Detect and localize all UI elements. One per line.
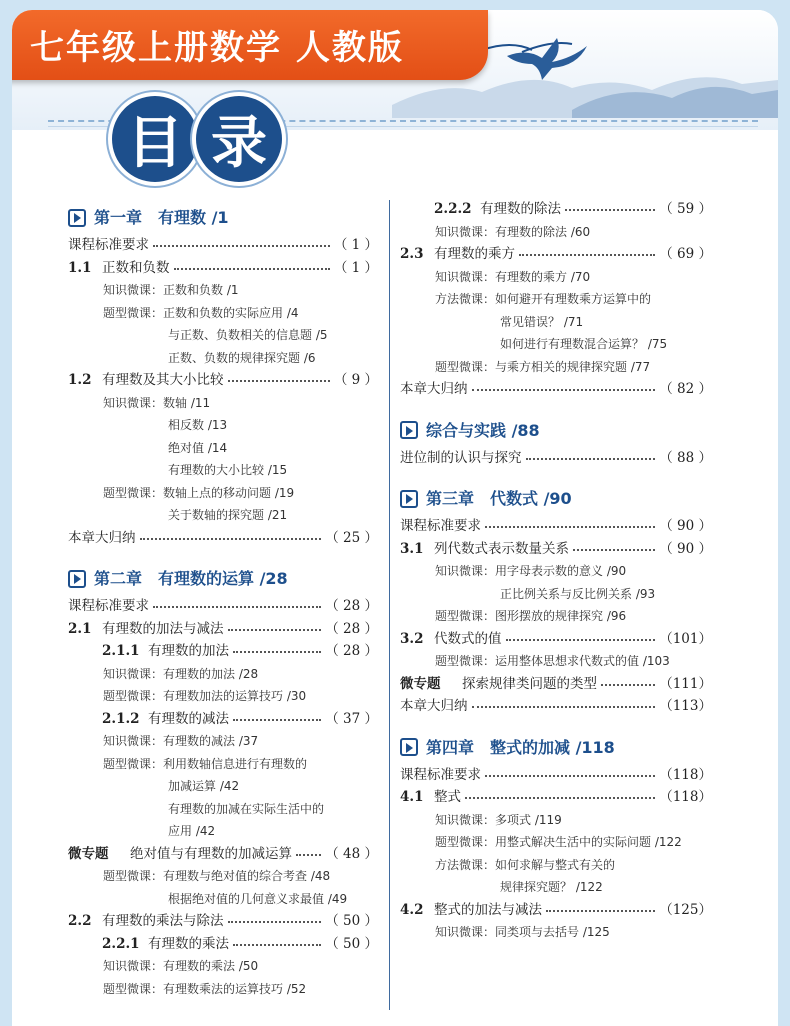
toc-entry[interactable]	[68, 640, 378, 663]
page-number: （ 82 ）	[659, 381, 712, 397]
toc-left-column	[68, 198, 378, 1000]
section-number: 1.1	[68, 259, 92, 276]
entry-label: 有理数及其大小比较	[102, 372, 224, 388]
toc-entry[interactable]	[400, 764, 712, 787]
entry-label: 课程标准要求	[68, 598, 149, 614]
indent-spacer	[68, 708, 102, 731]
play-arrow-icon	[68, 570, 86, 588]
book-title-banner	[12, 10, 488, 80]
entry-label: 本章大归纳	[400, 381, 468, 397]
dot-leader	[465, 786, 655, 799]
entry-label: 课程标准要求	[68, 237, 149, 253]
entry-text: 方法微课：如何求解与整式有关的	[435, 857, 616, 872]
page-number: （ 50 ）	[325, 913, 378, 929]
toc-entry[interactable]	[400, 198, 712, 221]
page-number: （ 90 ）	[659, 518, 712, 534]
chapter-title: 第二章 有理数的运算 /28	[94, 569, 288, 588]
toc-microlesson-entry[interactable]	[68, 482, 378, 505]
entry-text: 关于数轴的探究题 /21	[168, 508, 288, 522]
page-number: （ 88 ）	[659, 449, 712, 466]
entry-text: 题型微课：有理数加法的运算技巧 /30	[103, 689, 307, 703]
indent-spacer	[400, 198, 434, 221]
section-number: 3.2	[400, 630, 424, 647]
indent-spacer	[68, 933, 102, 956]
toc-microlesson-entry[interactable]	[68, 730, 378, 753]
toc-entry[interactable]	[68, 618, 378, 641]
toc-microlesson-entry[interactable]	[400, 876, 712, 899]
page-number: （ 59 ）	[659, 201, 712, 217]
heading-char-2: 录	[196, 96, 282, 182]
dot-leader	[485, 515, 655, 528]
page-number: （118）	[659, 789, 712, 805]
toc-entry[interactable]	[68, 595, 378, 618]
toc-microlesson-entry[interactable]	[68, 865, 378, 888]
section-number: 1.2	[68, 372, 92, 388]
dot-leader	[233, 933, 321, 946]
entry-label: 本章大归纳	[400, 698, 468, 714]
toc-microlesson-entry[interactable]	[68, 459, 378, 482]
page-number: （ 69 ）	[659, 246, 712, 262]
entry-text: 知识微课：有理数的乘方 /70	[435, 269, 591, 284]
toc-microlesson-entry[interactable]	[68, 753, 378, 776]
special-topic-tag: 微专题	[400, 675, 441, 692]
section-gap	[400, 718, 712, 728]
entry-label: 有理数的乘方	[434, 246, 515, 262]
page-number: （ 1 ）	[333, 259, 378, 276]
entry-text: 知识微课：有理数的除法 /60	[435, 224, 591, 239]
entry-text: 题型微课：运用整体思想求代数式的值 /103	[435, 654, 670, 668]
toc-entry[interactable]	[68, 527, 378, 550]
toc-microlesson-entry[interactable]	[400, 221, 712, 244]
entry-text: 题型微课：与乘方相关的规律探究题 /77	[435, 359, 651, 374]
chapter-title: 第三章 代数式 /90	[426, 489, 572, 508]
toc-microlesson-entry[interactable]	[400, 605, 712, 628]
entry-text: 题型微课：正数和负数的实际应用 /4	[103, 305, 299, 320]
entry-text: 正数、负数的规律探究题 /6	[168, 350, 316, 365]
toc-chapter-heading[interactable]	[400, 417, 712, 444]
toc-microlesson-entry[interactable]	[400, 288, 712, 311]
toc-chapter-heading[interactable]	[68, 565, 378, 592]
entry-text: 题型微课：用整式解决生活中的实际问题 /122	[435, 835, 682, 849]
dot-leader	[506, 628, 656, 641]
page-number: （111）	[659, 675, 712, 692]
entry-text: 应用 /42	[168, 824, 216, 838]
toc-entry[interactable]	[400, 378, 712, 401]
page-number: （ 48 ）	[325, 845, 378, 862]
page-number: （ 9 ）	[333, 372, 378, 388]
play-arrow-icon	[400, 490, 418, 508]
dot-leader	[472, 695, 656, 708]
entry-text: 题型微课：图形摆放的规律探究 /96	[435, 609, 627, 623]
toc-microlesson-entry[interactable]	[400, 560, 712, 583]
toc-microlesson-entry[interactable]	[400, 311, 712, 334]
entry-text: 有理数的大小比较 /15	[168, 463, 288, 477]
entry-label: 有理数的乘法与除法	[102, 913, 224, 929]
play-arrow-icon	[400, 738, 418, 756]
dot-leader	[573, 538, 655, 551]
dot-leader	[485, 764, 655, 777]
entry-text: 有理数的加减在实际生活中的	[168, 801, 325, 816]
dot-leader	[565, 198, 655, 211]
entry-text: 加减运算 /42	[168, 779, 240, 793]
section-number: 4.1	[400, 789, 424, 805]
toc-microlesson-entry[interactable]	[68, 414, 378, 437]
entry-label: 有理数的加法与减法	[102, 620, 224, 637]
entry-label: 绝对值与有理数的加减运算	[130, 845, 292, 862]
entry-text: 知识微课：数轴 /11	[103, 395, 211, 410]
subsection-number: 2.2.2	[434, 201, 472, 217]
section-number: 2.1	[68, 620, 92, 637]
entry-label: 有理数的除法	[480, 201, 561, 217]
page-number: （101）	[659, 630, 712, 647]
special-topic-tag: 微专题	[68, 845, 109, 862]
dot-leader	[519, 243, 655, 256]
dot-leader	[472, 378, 656, 391]
dot-leader	[228, 910, 322, 923]
subsection-number: 2.1.1	[102, 643, 140, 659]
entry-label: 有理数的加法	[148, 643, 229, 659]
entry-text: 规律探究题？ /122	[500, 880, 603, 894]
section-number: 3.1	[400, 540, 424, 557]
dot-leader	[228, 369, 330, 382]
toc-chapter-heading[interactable]	[400, 734, 712, 761]
entry-label: 整式	[434, 789, 461, 805]
entry-label: 进位制的认识与探究	[400, 449, 522, 466]
entry-text: 根据绝对值的几何意义求最值 /49	[168, 891, 348, 906]
dot-leader	[174, 257, 330, 270]
toc-microlesson-entry[interactable]	[68, 685, 378, 708]
play-arrow-icon	[400, 421, 418, 439]
dot-leader	[296, 843, 321, 856]
entry-text: 知识微课：有理数的减法 /37	[103, 734, 259, 748]
toc-entry[interactable]	[68, 257, 378, 280]
chapter-title: 第四章 整式的加减 /118	[426, 737, 615, 757]
toc-entry[interactable]	[68, 910, 378, 933]
entry-label: 有理数的乘法	[148, 935, 229, 952]
entry-label: 本章大归纳	[68, 529, 136, 546]
toc-chapter-heading[interactable]	[68, 204, 378, 231]
toc-microlesson-entry[interactable]	[68, 437, 378, 460]
entry-text: 方法微课：如何避开有理数乘方运算中的	[435, 292, 652, 306]
dot-leader	[601, 673, 655, 686]
dot-leader	[526, 447, 656, 460]
entry-text: 正比例关系与反比例关系 /93	[500, 586, 656, 601]
toc-right-column	[400, 198, 712, 944]
section-number: 2.3	[400, 246, 424, 262]
toc-microlesson-entry[interactable]	[68, 820, 378, 843]
toc-entry[interactable]	[400, 243, 712, 266]
dot-leader	[233, 640, 321, 653]
dot-leader	[546, 899, 655, 912]
entry-text: 相反数 /13	[168, 418, 228, 432]
toc-microlesson-entry[interactable]	[68, 978, 378, 1001]
dot-leader	[153, 234, 330, 247]
dot-leader	[153, 595, 321, 608]
toc-entry[interactable]	[400, 628, 712, 651]
toc-microlesson-entry[interactable]	[68, 775, 378, 798]
toc-entry[interactable]	[400, 786, 712, 809]
toc-entry[interactable]	[400, 695, 712, 718]
section-gap	[68, 549, 378, 559]
toc-microlesson-entry[interactable]	[400, 831, 712, 854]
toc-page	[12, 10, 778, 1026]
entry-text: 常见错误？ /71	[500, 314, 584, 329]
toc-microlesson-entry[interactable]	[400, 921, 712, 944]
entry-text: 绝对值 /14	[168, 440, 228, 455]
entry-text: 题型微课：数轴上点的移动问题 /19	[103, 485, 295, 500]
dot-leader	[140, 527, 322, 540]
dot-leader	[233, 708, 321, 721]
entry-label: 整式的加法与减法	[434, 901, 542, 918]
section-gap	[400, 401, 712, 411]
section-number: 4.2	[400, 901, 424, 918]
page-number: （125）	[659, 901, 712, 918]
toc-microlesson-entry[interactable]	[68, 888, 378, 911]
toc-entry[interactable]	[400, 538, 712, 561]
toc-microlesson-entry[interactable]	[400, 854, 712, 877]
toc-entry[interactable]	[68, 708, 378, 731]
entry-label: 探索规律类问题的类型	[462, 675, 597, 692]
entry-label: 课程标准要求	[400, 518, 481, 534]
entry-text: 题型微课：有理数乘法的运算技巧 /52	[103, 981, 307, 996]
chapter-title: 第一章 有理数 /1	[94, 208, 229, 227]
toc-entry[interactable]	[400, 899, 712, 922]
toc-entry[interactable]	[400, 515, 712, 538]
section-number: 2.2	[68, 913, 92, 929]
toc-microlesson-entry[interactable]	[68, 504, 378, 527]
toc-microlesson-entry[interactable]	[68, 324, 378, 347]
toc-microlesson-entry[interactable]	[68, 347, 378, 370]
page-number: （113）	[659, 698, 712, 714]
toc-microlesson-entry[interactable]	[68, 798, 378, 821]
subsection-number: 2.2.1	[102, 935, 140, 952]
toc-microlesson-entry[interactable]	[68, 663, 378, 686]
entry-text: 知识微课：有理数的乘法 /50	[103, 959, 259, 973]
toc-microlesson-entry[interactable]	[400, 356, 712, 379]
entry-text: 知识微课：有理数的加法 /28	[103, 666, 259, 681]
page-number: （ 28 ）	[325, 598, 378, 614]
toc-chapter-heading[interactable]	[400, 485, 712, 512]
column-divider	[389, 200, 390, 1010]
page-number: （ 28 ）	[325, 643, 378, 659]
chapter-title: 综合与实践 /88	[426, 420, 540, 440]
page-number: （ 28 ）	[325, 620, 378, 637]
entry-label: 有理数的减法	[148, 710, 229, 727]
toc-entry[interactable]	[68, 933, 378, 956]
entry-text: 题型微课：有理数与绝对值的综合考查 /48	[103, 869, 331, 883]
page-number: （ 37 ）	[325, 710, 378, 727]
page-number: （ 90 ）	[659, 540, 712, 557]
entry-label: 课程标准要求	[400, 766, 481, 783]
toc-microlesson-entry[interactable]	[400, 809, 712, 832]
play-arrow-icon	[68, 209, 86, 227]
toc-entry[interactable]	[68, 234, 378, 257]
section-gap	[400, 469, 712, 479]
toc-entry[interactable]	[68, 843, 378, 866]
page-number: （118）	[659, 766, 712, 783]
toc-microlesson-entry[interactable]	[400, 333, 712, 356]
toc-microlesson-entry[interactable]	[400, 266, 712, 289]
heading-char-1: 目	[112, 96, 198, 182]
toc-entry[interactable]	[400, 673, 712, 696]
toc-microlesson-entry[interactable]	[68, 302, 378, 325]
entry-label: 代数式的值	[434, 630, 502, 647]
entry-text: 知识微课：多项式 /119	[435, 812, 562, 827]
page-number: （ 25 ）	[325, 529, 378, 546]
toc-microlesson-entry[interactable]	[68, 955, 378, 978]
toc-microlesson-entry[interactable]	[400, 583, 712, 606]
dot-leader	[228, 618, 322, 631]
toc-entry[interactable]	[68, 369, 378, 392]
indent-spacer	[68, 640, 102, 663]
entry-label: 正数和负数	[102, 259, 170, 276]
page-number: （ 50 ）	[325, 935, 378, 952]
entry-text: 知识微课：同类项与去括号 /125	[435, 925, 610, 939]
toc-microlesson-entry[interactable]	[68, 279, 378, 302]
toc-entry[interactable]	[400, 447, 712, 470]
subsection-number: 2.1.2	[102, 710, 140, 727]
entry-text: 题型微课：利用数轴信息进行有理数的	[103, 756, 308, 771]
entry-text: 如何进行有理数混合运算？ /75	[500, 337, 668, 351]
toc-microlesson-entry[interactable]	[68, 392, 378, 415]
toc-microlesson-entry[interactable]	[400, 650, 712, 673]
page-number: （ 1 ）	[333, 237, 378, 253]
book-title: 七年级上册数学 人教版	[30, 28, 404, 68]
entry-text: 知识微课：正数和负数 /1	[103, 283, 239, 297]
entry-text: 知识微课：用字母表示数的意义 /90	[435, 564, 627, 578]
entry-label: 列代数式表示数量关系	[434, 540, 569, 557]
entry-text: 与正数、负数相关的信息题 /5	[168, 328, 328, 342]
